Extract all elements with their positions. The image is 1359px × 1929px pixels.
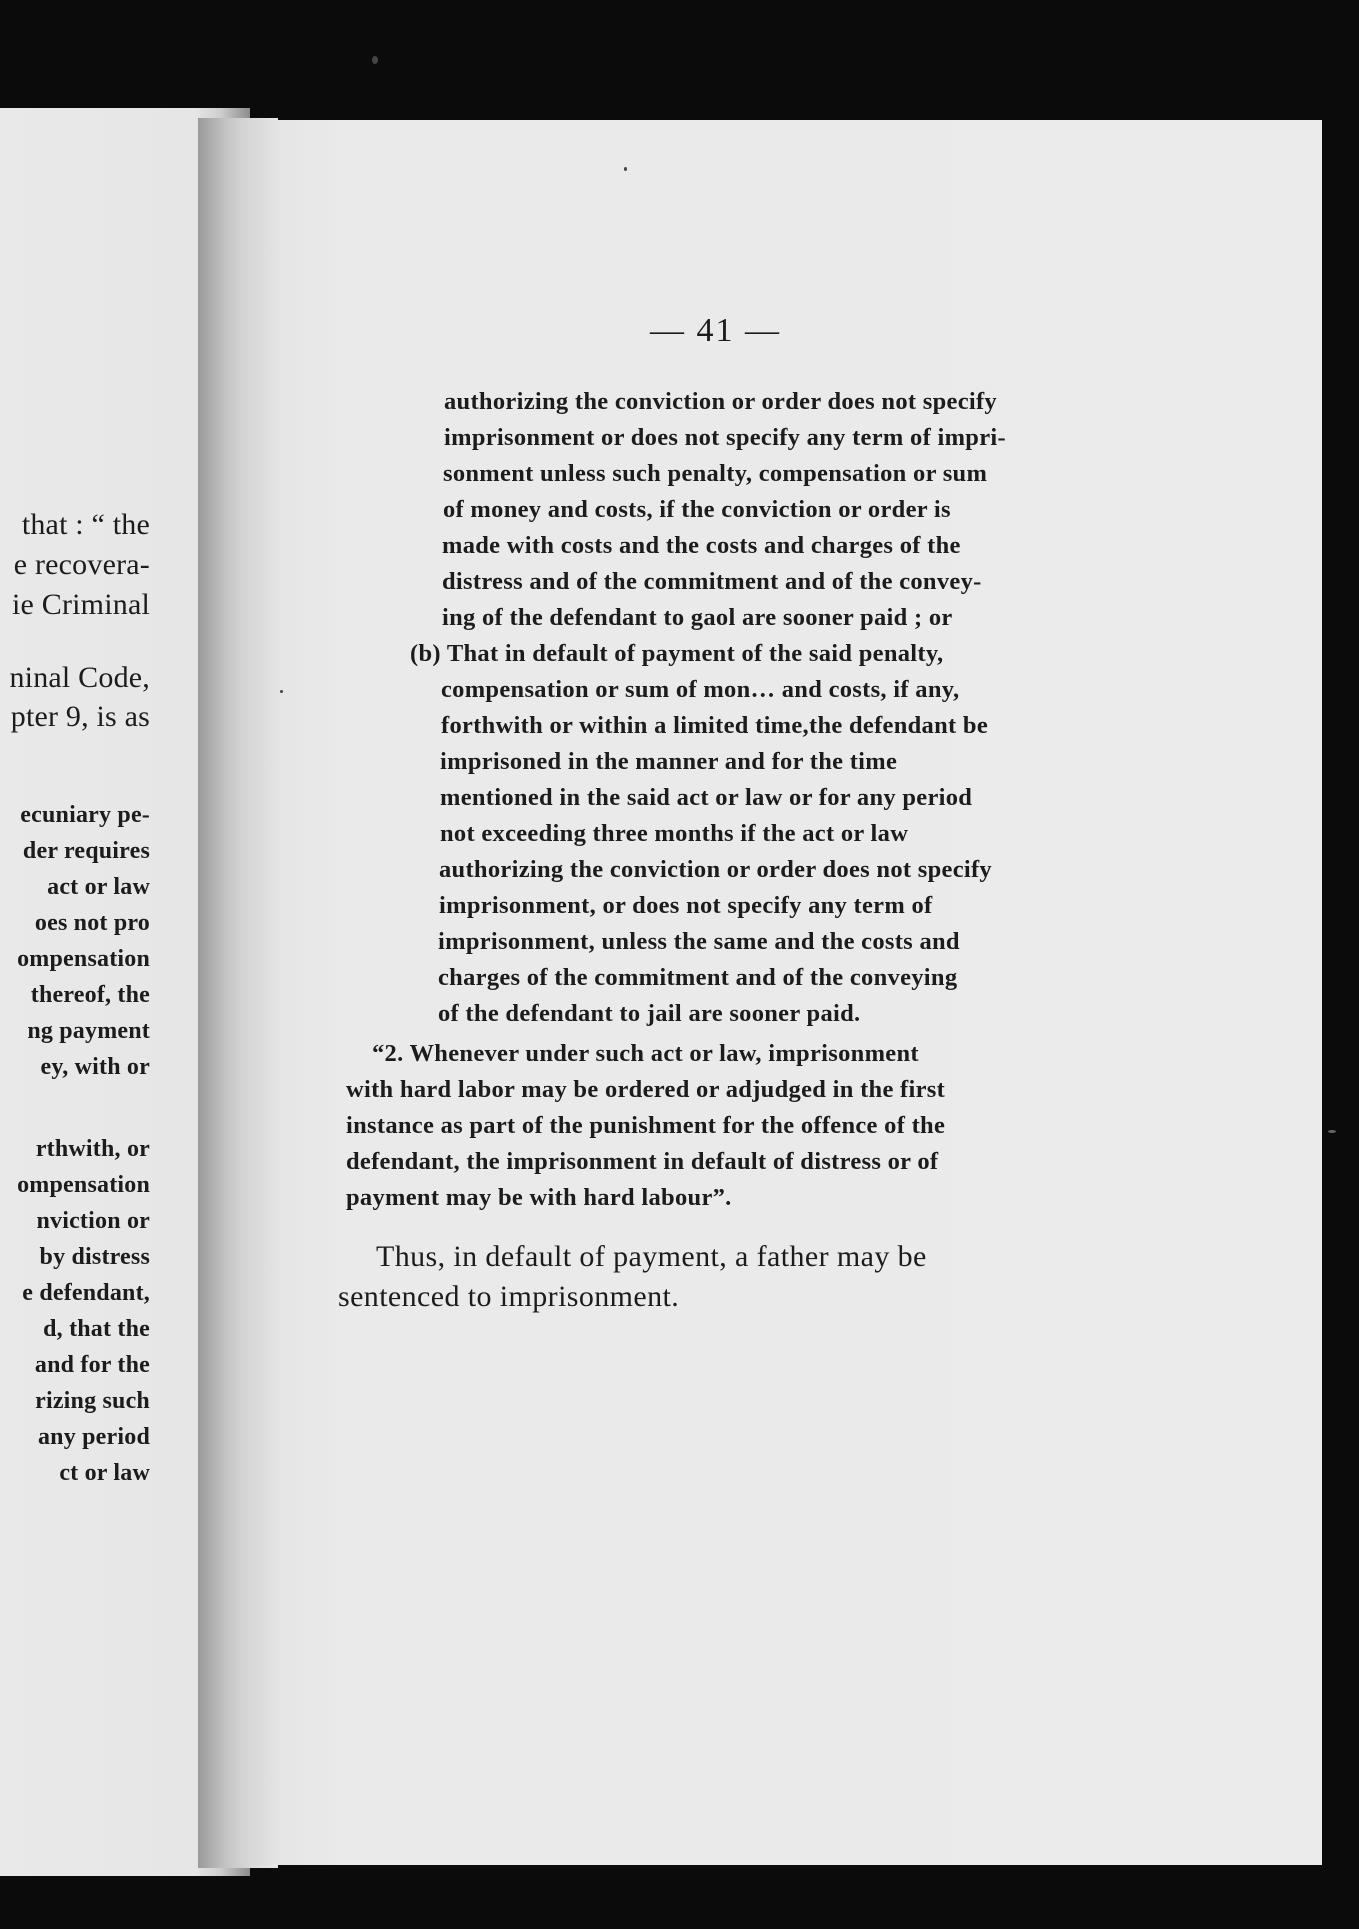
body-line: instance as part of the punishment for the offence of the: [346, 1112, 946, 1139]
left-fragment: ecuniary pe-: [20, 802, 150, 828]
left-fragment: by distress: [39, 1244, 150, 1270]
left-fragment: ey, with or: [40, 1054, 150, 1080]
body-line: defendant, the imprisonment in default of distress or of: [346, 1148, 939, 1175]
left-fragment: act or law: [47, 874, 150, 900]
left-fragment: ompensation: [17, 1172, 150, 1198]
body-line: forthwith or within a limited time,the defendant be: [441, 712, 989, 739]
left-fragment: that : “ the: [21, 508, 150, 541]
left-fragment: d, that the: [43, 1316, 150, 1342]
scan-speck: [624, 167, 627, 171]
closing-line: sentenced to imprisonment.: [338, 1280, 680, 1313]
left-fragment: ct or law: [59, 1460, 150, 1486]
page-number: — 41 —: [650, 312, 781, 349]
body-line: not exceeding three months if the act or law: [440, 820, 909, 847]
body-line: imprisonment, unless the same and the costs and: [438, 928, 960, 955]
left-fragment: rizing such: [35, 1388, 150, 1414]
left-fragment: ng payment: [27, 1018, 150, 1044]
right-main-page: [240, 120, 1322, 1865]
left-fragment: ninal Code,: [9, 661, 150, 694]
left-fragment: e recovera-: [13, 548, 150, 581]
body-line: of money and costs, if the conviction or order is: [443, 496, 951, 523]
left-fragment: nviction or: [36, 1208, 150, 1234]
body-line: charges of the commitment and of the conveying: [438, 964, 958, 991]
left-fragment: e defendant,: [22, 1280, 150, 1306]
body-line: imprisonment, or does not specify any term of: [439, 892, 933, 919]
left-fragment: rthwith, or: [35, 1136, 150, 1162]
left-fragment: any period: [37, 1424, 150, 1450]
body-line: compensation or sum of mon… and costs, if any,: [441, 676, 960, 703]
body-line: imprisonment or does not specify any term of impri-: [444, 424, 1006, 451]
body-line: mentioned in the said act or law or for any period: [440, 784, 973, 811]
left-fragment: ompensation: [17, 946, 150, 972]
left-fragment: thereof, the: [30, 982, 150, 1008]
scan-speck: [280, 690, 283, 693]
body-line: authorizing the conviction or order does not specify: [439, 856, 992, 883]
left-page-text: [0, 108, 150, 1876]
body-line: “2. Whenever under such act or law, imprisonment: [372, 1040, 919, 1067]
body-line: (b) That in default of payment of the said penalty,: [410, 640, 944, 667]
body-line: payment may be with hard labour”.: [346, 1184, 732, 1211]
body-line: of the defendant to jail are sooner paid.: [438, 1000, 861, 1027]
body-line: authorizing the conviction or order does not specify: [444, 388, 997, 415]
left-fragment: ie Criminal: [11, 588, 150, 621]
left-fragment: and for the: [34, 1352, 150, 1378]
body-line: sonment unless such penalty, compensation or sum: [443, 460, 988, 487]
closing-line: Thus, in default of payment, a father may be: [376, 1240, 927, 1273]
body-line: imprisoned in the manner and for the time: [440, 748, 898, 775]
body-line: distress and of the commitment and of the convey-: [442, 568, 982, 595]
left-fragment: pter 9, is as: [10, 700, 150, 733]
body-line: with hard labor may be ordered or adjudged in the first: [346, 1076, 946, 1103]
left-fragment: der requires: [22, 838, 150, 864]
left-fragment: oes not pro: [34, 910, 150, 936]
scan-speck: [1328, 1130, 1336, 1133]
body-line: made with costs and the costs and charges of the: [442, 532, 961, 559]
body-line: ing of the defendant to gaol are sooner paid ; or: [442, 604, 953, 631]
scan-speck: [372, 56, 378, 64]
